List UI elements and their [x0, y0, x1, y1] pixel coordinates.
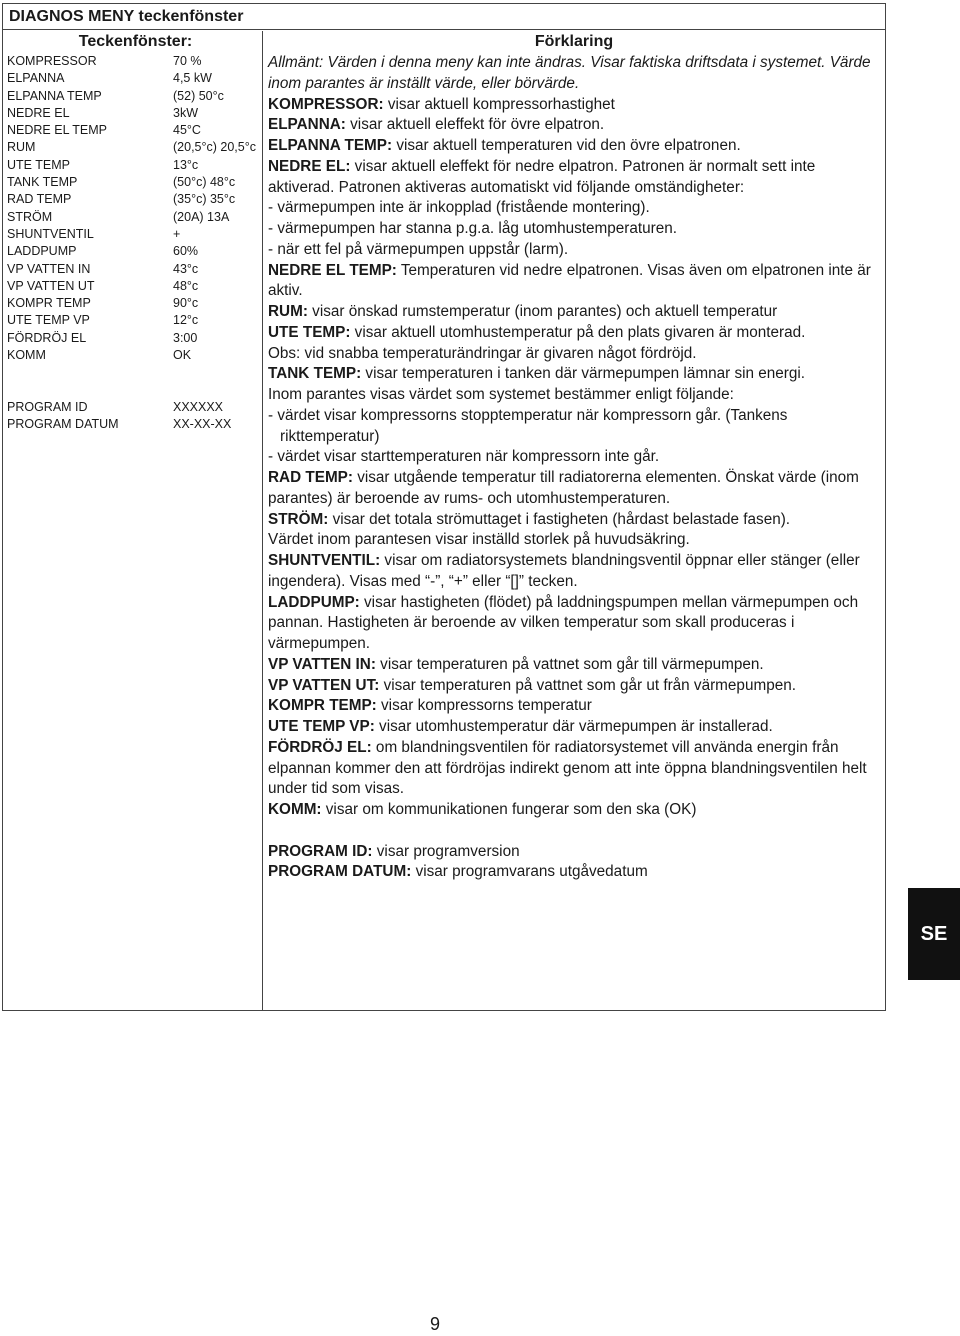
menu-value: XX-XX-XX — [173, 417, 232, 432]
menu-row — [3, 330, 262, 347]
menu-value: (35°c) 35°c — [173, 192, 236, 207]
menu-label: UTE TEMP — [7, 157, 70, 172]
menu-label: KOMPR TEMP — [7, 296, 91, 311]
menu-label: VP VATTEN IN — [7, 261, 91, 276]
expl-nedre-el-bullet: - värmepumpen har stanna p.g.a. låg utomhustemperaturen. — [268, 220, 677, 237]
expl-ute-temp-obs: Obs: vid snabba temperaturändringar är givaren något fördröjd. — [268, 344, 697, 362]
expl-nedre-el-bullet: - värmepumpen inte är inkopplad (fristående montering). — [268, 199, 650, 217]
page-number: 9 — [430, 1314, 441, 1334]
expl-tank-temp-bullet: - värdet visar kompressorns stopptemperatur när kompressorn går. (Tankens — [268, 406, 788, 424]
menu-row — [3, 295, 262, 312]
menu-value: 3:00 — [173, 330, 198, 345]
menu-row — [3, 209, 262, 226]
menu-row — [3, 261, 262, 278]
page-title: DIAGNOS MENY teckenfönster — [3, 4, 885, 30]
menu-value: 70 % — [173, 54, 202, 68]
menu-row — [3, 278, 262, 295]
menu-row — [3, 416, 262, 433]
language-tab: SE — [908, 888, 960, 980]
menu-row — [3, 157, 262, 174]
menu-list — [3, 53, 262, 434]
menu-row — [3, 226, 262, 243]
expl-ute-temp: UTE TEMP: visar aktuell utomhustemperatur på den plats givaren är monterad. — [268, 323, 806, 341]
expl-nedre-el-bullet: - när ett fel på värmepumpen uppstår (larm). — [268, 240, 569, 258]
expl-kompressor: KOMPRESSOR: visar aktuell kompressorhastighet — [268, 95, 615, 113]
menu-value: 13°c — [173, 157, 199, 172]
expl-ute-temp-vp: UTE TEMP VP: visar utomhustemperatur där värmepumpen är installerad. — [268, 718, 773, 735]
menu-value: 4,5 kW — [173, 71, 212, 86]
menu-label: SHUNTVENTIL — [7, 226, 94, 241]
menu-row — [3, 243, 262, 260]
menu-value: OK — [173, 348, 192, 363]
menu-label: VP VATTEN UT — [7, 278, 95, 293]
expl-laddpump: LADDPUMP: visar hastigheten (flödet) på laddningspumpen mellan värmepumpen och pannan. Hastigheten är beroende av vilken temperatur som skall produceras i värmepumpen. — [268, 593, 859, 652]
menu-value: 60% — [173, 244, 199, 259]
menu-value: 43°c — [173, 261, 199, 276]
menu-value: 12°c — [173, 313, 199, 328]
menu-value: (50°c) 48°c — [173, 175, 236, 190]
menu-row — [3, 105, 262, 122]
menu-label: NEDRE EL TEMP — [7, 123, 108, 138]
menu-label: NEDRE EL — [7, 105, 70, 120]
menu-value: 3kW — [173, 105, 198, 120]
menu-value: 45°C — [173, 123, 201, 138]
menu-row — [3, 312, 262, 329]
expl-nedre-el-temp: NEDRE EL TEMP: Temperaturen vid nedre elpatronen. Visas även om elpatronen inte är aktiv. — [268, 261, 871, 300]
expl-tank-temp-bullet-cont: rikttemperatur) — [280, 427, 380, 445]
display-column — [3, 31, 263, 1010]
menu-row — [3, 122, 262, 139]
menu-row — [3, 399, 262, 416]
menu-row — [3, 174, 262, 191]
expl-rum: RUM: visar önskad rumstemperatur (inom parantes) och aktuell temperatur — [268, 303, 778, 320]
menu-label: ELPANNA — [7, 71, 65, 86]
menu-label: STRÖM — [7, 209, 53, 224]
expl-program-datum: PROGRAM DATUM: visar programvarans utgåvedatum — [268, 863, 648, 881]
expl-strom-note: Värdet inom parantesen visar inställd storlek på huvudsäkring. — [268, 531, 690, 549]
menu-label: FÖRDRÖJ EL — [7, 330, 87, 345]
expl-tank-temp-note: Inom parantes visas värdet som systemet bestämmer enligt följande: — [268, 386, 734, 403]
menu-value: (52) 50°c — [173, 88, 224, 103]
menu-label: RUM — [7, 140, 36, 155]
menu-row — [3, 347, 262, 364]
expl-program-id: PROGRAM ID: visar programversion — [268, 842, 520, 860]
expl-shuntventil: SHUNTVENTIL: visar om radiatorsystemets blandningsventil öppnar eller stänger (eller ingendera). Visas med “-”, “+” eller “[]” tecken. — [268, 552, 860, 590]
expl-kompr-temp: KOMPR TEMP: visar kompressorns temperatur — [268, 697, 592, 715]
menu-label: RAD TEMP — [7, 192, 72, 207]
expl-vp-vatten-ut: VP VATTEN UT: visar temperaturen på vattnet som går ut från värmepumpen. — [268, 676, 796, 694]
expl-fordroj-el: FÖRDRÖJ EL: om blandningsventilen för radiatorsystemet vill använda energin från elpannan kommer den att fördröjas indirekt genom att inte öppna blandningsventilen helt under tid som visas. — [268, 738, 867, 798]
menu-label: PROGRAM ID — [7, 399, 88, 414]
menu-spacer — [3, 364, 262, 399]
menu-value: (20,5°c) 20,5°c — [173, 140, 256, 155]
display-column-header: Teckenfönster: — [78, 33, 193, 50]
menu-row — [3, 191, 262, 208]
menu-label: ELPANNA TEMP — [7, 88, 102, 103]
expl-nedre-el: NEDRE EL: visar aktuell eleffekt för nedre elpatron. Patronen är normalt sett inte aktiverad. Patronen aktiveras automatiskt vid följande omständigheter: — [268, 157, 816, 196]
menu-row — [3, 139, 262, 156]
menu-value: (20A) 13A — [173, 209, 230, 224]
menu-label: PROGRAM DATUM — [7, 417, 119, 432]
menu-value: 90°c — [173, 296, 199, 311]
menu-label: TANK TEMP — [7, 175, 78, 190]
expl-elpanna: ELPANNA: visar aktuell eleffekt för övre elpatron. — [268, 116, 605, 134]
explanation-text — [263, 53, 885, 883]
diagnos-meny-table — [2, 3, 886, 1011]
menu-label: LADDPUMP — [7, 244, 77, 259]
intro-text: Allmänt: Värden i denna meny kan inte ändras. Visar faktiska driftsdata i systemet. Värde inom parantes är inställt värde, eller börvärde. — [268, 54, 871, 92]
menu-row — [3, 53, 262, 70]
menu-value: XXXXXX — [173, 399, 224, 414]
menu-value: 48°c — [173, 278, 199, 293]
explanation-column-header: Förklaring — [534, 33, 614, 50]
expl-strom: STRÖM: visar det totala strömuttaget i fastigheten (hårdast belastade fasen). — [268, 510, 791, 528]
expl-vp-vatten-in: VP VATTEN IN: visar temperaturen på vattnet som går till värmepumpen. — [268, 655, 764, 673]
menu-row — [3, 70, 262, 87]
menu-value: + — [173, 226, 181, 241]
expl-tank-temp: TANK TEMP: visar temperaturen i tanken där värmepumpen lämnar sin energi. — [268, 365, 806, 383]
explanation-column — [263, 31, 885, 1010]
menu-label: KOMPRESSOR — [7, 54, 97, 68]
expl-komm: KOMM: visar om kommunikationen fungerar som den ska (OK) — [268, 801, 697, 818]
menu-label: UTE TEMP VP — [7, 313, 90, 328]
expl-elpanna-temp: ELPANNA TEMP: visar aktuell temperaturen vid den övre elpatronen. — [268, 137, 741, 154]
expl-spacer — [268, 821, 879, 842]
menu-label: KOMM — [7, 348, 46, 363]
expl-rad-temp: RAD TEMP: visar utgående temperatur till radiatorerna elementen. Önskat värde (inom parantes) är beroende av rums- och utomhustemperaturen. — [268, 469, 859, 507]
expl-tank-temp-bullet: - värdet visar starttemperaturen när kompressorn inte går. — [268, 448, 660, 466]
menu-row — [3, 88, 262, 105]
